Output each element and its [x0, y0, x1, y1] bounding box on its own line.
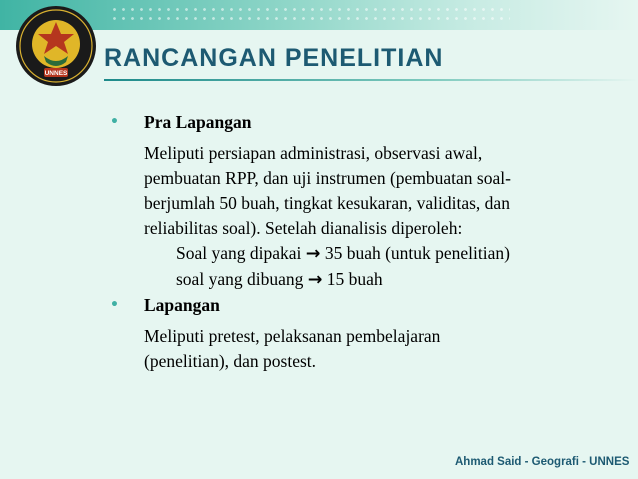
bullet-lapangan [108, 293, 608, 318]
sub-text: Soal yang dipakai [176, 243, 302, 263]
sub-line-used [108, 241, 608, 267]
arrow-right-icon: → [305, 244, 321, 264]
bullet-icon: • [110, 297, 119, 313]
logo-text: UNNES [44, 70, 68, 77]
body-line: (penelitian), dan postest. [144, 351, 317, 371]
section-body [108, 324, 608, 374]
body-line: reliabilitas soal). Setelah dianalisis diperoleh: [144, 218, 463, 238]
sub-result: 15 buah [326, 269, 383, 289]
dot-pattern [110, 5, 510, 25]
arrow-right-icon: → [307, 270, 323, 290]
section-heading: Lapangan [144, 295, 220, 315]
title-underline [104, 79, 638, 81]
sub-line-discarded [108, 267, 608, 293]
body-line: Meliputi persiapan administrasi, observasi awal, [144, 143, 483, 163]
sub-text: soal yang dibuang [176, 269, 304, 289]
slide-content [108, 110, 608, 374]
body-line: Meliputi pretest, pelaksanan pembelajaran [144, 326, 441, 346]
body-line: pembuatan RPP, dan uji instrumen (pembuatan soal- [144, 168, 511, 188]
footer-credit: Ahmad Said - Geografi - UNNES [455, 456, 630, 468]
sub-result: 35 buah (untuk penelitian) [324, 243, 510, 263]
slide-title: RANCANGAN PENELITIAN [104, 44, 444, 72]
section-body [108, 141, 608, 241]
section-heading: Pra Lapangan [144, 112, 252, 132]
bullet-icon: • [110, 114, 119, 130]
university-logo-icon [14, 4, 98, 88]
body-line: berjumlah 50 buah, tingkat kesukaran, validitas, dan [144, 193, 510, 213]
bullet-pra-lapangan [108, 110, 608, 135]
